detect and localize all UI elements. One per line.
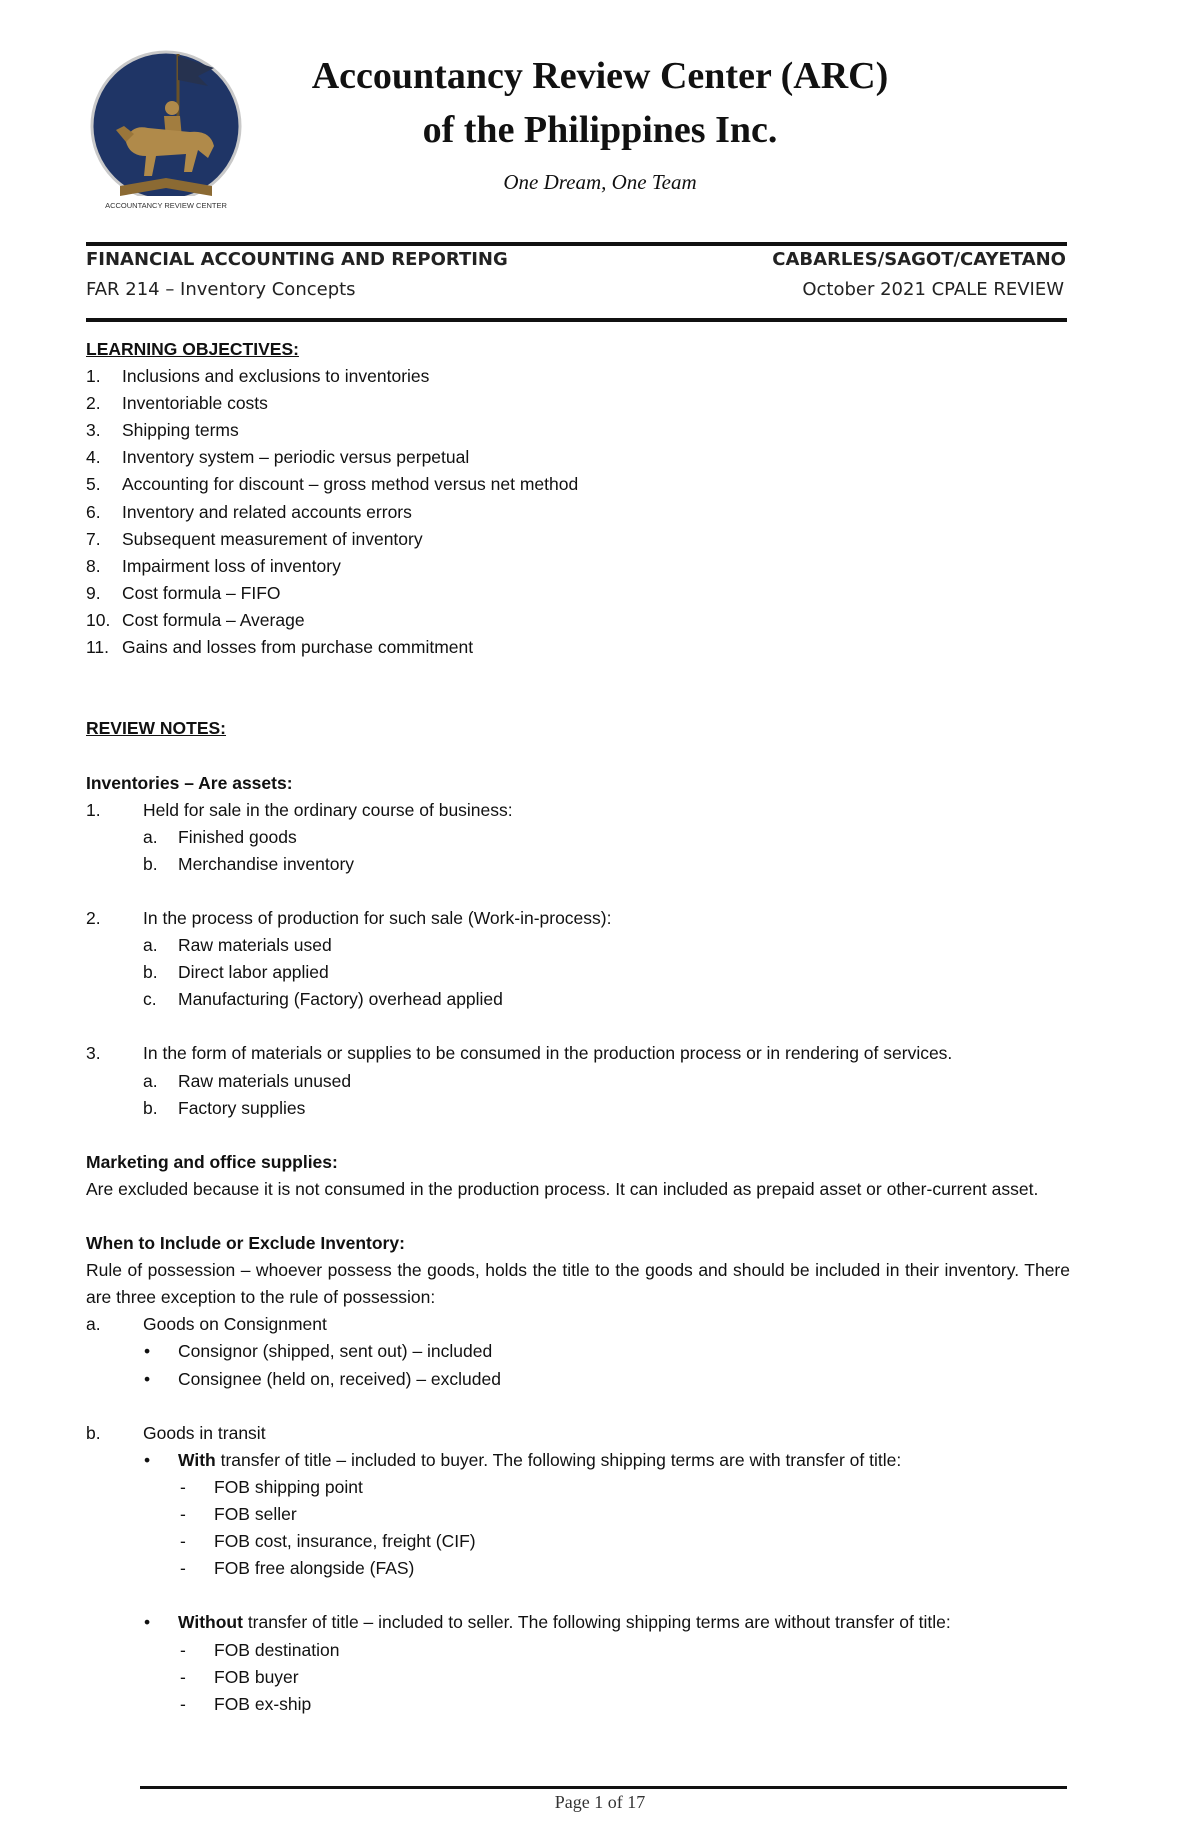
without-title-terms [86, 1637, 1070, 1718]
include-exclude-heading: When to Include or Exclude Inventory: [86, 1233, 405, 1254]
dash-icon: - [180, 1531, 186, 1552]
title-line-2: of the Philippines Inc. [422, 109, 778, 151]
shipping-term [86, 1664, 1070, 1691]
objective-item [86, 499, 1070, 526]
category-number: 1. [86, 799, 101, 820]
subitem-text: Direct labor applied [178, 962, 329, 983]
subitem-letter: a. [143, 935, 158, 956]
subitem-text: Factory supplies [178, 1097, 306, 1118]
category-text: In the form of materials or supplies to be consumed in the production process or in rendering of services. [143, 1043, 953, 1064]
category-subitem [86, 986, 1070, 1013]
category-subitem [86, 824, 1070, 851]
category-subitem [86, 1068, 1070, 1095]
possession-rule-text: Rule of possession – whoever possess the goods, holds the title to the goods and should be included in their inventory. There are three exception to the rule of possession: [86, 1260, 1070, 1308]
subitem-letter: a. [143, 826, 158, 847]
spacer [86, 1013, 1070, 1040]
objective-text: Inventory system – periodic versus perpetual [122, 447, 470, 468]
objective-number: 10. [86, 609, 111, 630]
shipping-term [86, 1501, 1070, 1528]
category-number: 3. [86, 1043, 101, 1064]
review-notes-heading: REVIEW NOTES: [86, 718, 227, 739]
objective-item [86, 553, 1070, 580]
subitem-letter: b. [143, 853, 158, 874]
category-text: In the process of production for such sale (Work-in-process): [143, 907, 612, 928]
category-subitem [86, 932, 1070, 959]
category-subitem [86, 851, 1070, 878]
objective-text: Inventoriable costs [122, 393, 268, 414]
consignment-item: a. Goods on Consignment [86, 1314, 327, 1335]
category-number: 2. [86, 907, 101, 928]
objective-number: 9. [86, 582, 101, 603]
objective-number: 2. [86, 393, 101, 414]
dash-icon: - [180, 1504, 186, 1525]
shipping-term-text: FOB ex-ship [214, 1693, 312, 1714]
without-title-bullet: • Without transfer of title – included to seller. The following shipping terms are without transfer of title: [144, 1612, 951, 1633]
logo-text: ACCOUNTANCY REVIEW CENTER [105, 201, 227, 210]
subitem-text: Raw materials used [178, 935, 332, 956]
inventory-category [86, 1040, 1070, 1067]
objective-number: 1. [86, 366, 101, 387]
consignment-bullets [86, 1338, 1070, 1392]
objective-item [86, 580, 1070, 607]
authors: CABARLES/SAGOT/CAYETANO [772, 249, 1066, 270]
shipping-term-text: FOB seller [214, 1504, 297, 1525]
with-title-bullet: • With transfer of title – included to buyer. The following shipping terms are with transfer of title: [144, 1449, 902, 1470]
review-term: October 2021 CPALE REVIEW [802, 279, 1064, 300]
objective-number: 4. [86, 447, 101, 468]
objective-item [86, 417, 1070, 444]
shipping-term [86, 1637, 1070, 1664]
shipping-term [86, 1555, 1070, 1582]
objective-number: 7. [86, 528, 101, 549]
inventories-heading: Inventories – Are assets: [86, 772, 293, 793]
objective-number: 8. [86, 555, 101, 576]
footer-rule [140, 1786, 1067, 1789]
bullet-item [86, 1366, 1070, 1393]
category-subitem [86, 1095, 1070, 1122]
objective-text: Subsequent measurement of inventory [122, 528, 423, 549]
learning-objectives-heading: LEARNING OBJECTIVES: [86, 339, 299, 359]
course-title: FAR 214 – Inventory Concepts [86, 279, 356, 300]
objective-text: Impairment loss of inventory [122, 555, 341, 576]
subitem-letter: c. [143, 989, 157, 1010]
shipping-term [86, 1528, 1070, 1555]
objective-text: Accounting for discount – gross method versus net method [122, 474, 579, 495]
spacer [86, 1122, 1070, 1149]
objective-item [86, 363, 1070, 390]
shipping-term [86, 1691, 1070, 1718]
inventory-groups [86, 797, 1070, 1149]
shipping-term-text: FOB shipping point [214, 1476, 363, 1497]
objective-number: 3. [86, 420, 101, 441]
objective-text: Inventory and related accounts errors [122, 501, 412, 522]
tagline: One Dream, One Team [503, 170, 697, 194]
header-bottom-rule [86, 318, 1067, 322]
objective-text: Cost formula – FIFO [122, 582, 281, 603]
objectives-list [86, 363, 1070, 661]
bullet-item [86, 1338, 1070, 1365]
objective-text: Shipping terms [122, 420, 239, 441]
bullet-text: Consignor (shipped, sent out) – included [178, 1341, 493, 1362]
with-title-terms [86, 1474, 1070, 1582]
subitem-text: Merchandise inventory [178, 853, 355, 874]
subitem-text: Raw materials unused [178, 1070, 352, 1091]
transit-item: b. Goods in transit [86, 1422, 266, 1443]
marketing-heading: Marketing and office supplies: [86, 1151, 338, 1172]
inventory-category [86, 905, 1070, 932]
objective-item [86, 607, 1070, 634]
objective-text: Cost formula – Average [122, 609, 305, 630]
objective-item [86, 471, 1070, 498]
bullet-icon: • [144, 1341, 151, 1362]
objective-item [86, 526, 1070, 553]
objective-number: 11. [86, 637, 110, 658]
dash-icon: - [180, 1476, 186, 1497]
shipping-term-text: FOB cost, insurance, freight (CIF) [214, 1531, 476, 1552]
dash-icon: - [180, 1639, 186, 1660]
inventory-category [86, 797, 1070, 824]
subject-title: FINANCIAL ACCOUNTING AND REPORTING [86, 249, 508, 270]
objective-number: 5. [86, 474, 101, 495]
page-number: Page 1 of 17 [554, 1792, 646, 1812]
objective-item [86, 390, 1070, 417]
objective-number: 6. [86, 501, 101, 522]
shipping-term-text: FOB buyer [214, 1666, 299, 1687]
dash-icon: - [180, 1666, 186, 1687]
objective-item [86, 634, 1070, 661]
subitem-text: Finished goods [178, 826, 297, 847]
header-top-rule [86, 242, 1067, 246]
dash-icon: - [180, 1558, 186, 1579]
subitem-letter: a. [143, 1070, 158, 1091]
category-text: Held for sale in the ordinary course of business: [143, 799, 513, 820]
subitem-letter: b. [143, 962, 158, 983]
subitem-letter: b. [143, 1097, 158, 1118]
shipping-term-text: FOB free alongside (FAS) [214, 1558, 415, 1579]
marketing-text: Are excluded because it is not consumed in the production process. It can included as prepaid asset or other-current asset. [86, 1178, 1039, 1199]
spacer [86, 878, 1070, 905]
objective-text: Inclusions and exclusions to inventories [122, 366, 430, 387]
objective-item [86, 444, 1070, 471]
document-body [86, 336, 1070, 1718]
shipping-term-text: FOB destination [214, 1639, 340, 1660]
objective-text: Gains and losses from purchase commitment [122, 637, 474, 658]
title-line-1: Accountancy Review Center (ARC) [311, 55, 889, 97]
dash-icon: - [180, 1693, 186, 1714]
shipping-term [86, 1474, 1070, 1501]
bullet-text: Consignee (held on, received) – excluded [178, 1368, 501, 1389]
category-subitem [86, 959, 1070, 986]
subitem-text: Manufacturing (Factory) overhead applied [178, 989, 503, 1010]
bullet-icon: • [144, 1368, 151, 1389]
